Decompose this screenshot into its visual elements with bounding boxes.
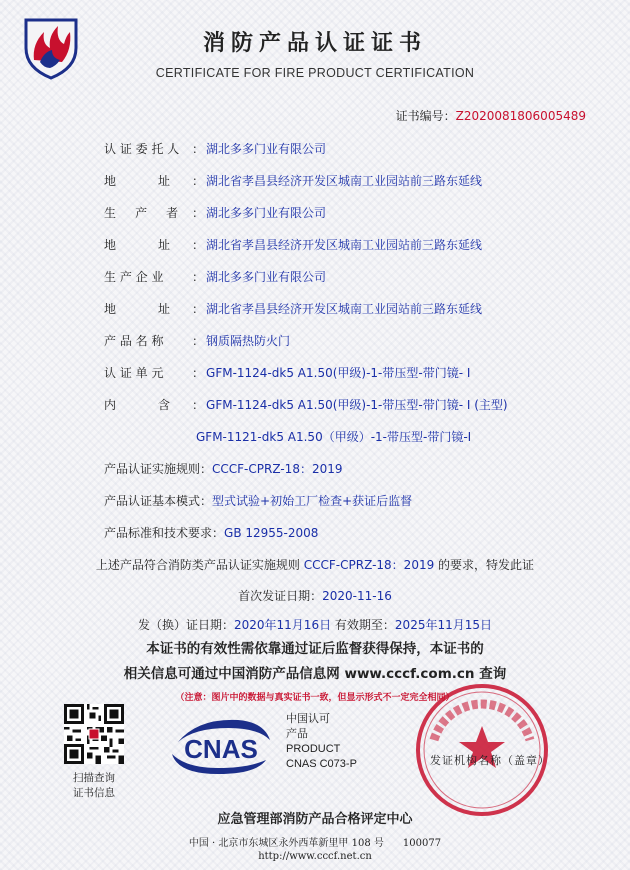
field-label: 地 址 xyxy=(104,238,170,252)
field-row-applicant: 认 证 委 托 人 ： 湖北多多门业有限公司 xyxy=(104,142,327,156)
valid-until-label: 有效期至： xyxy=(331,618,395,632)
field-label: 生 产 者 xyxy=(104,206,179,220)
field-value: GFM-1124-dk5 A1.50(甲级)-1-带压型-带门镜- I (主型) xyxy=(206,398,508,412)
certificate-number xyxy=(396,107,586,124)
data-disclaimer-note: （注意：图片中的数据与真实证书一致，但显示形式不一定完全相同） xyxy=(175,693,455,703)
field-value: 型式试验+初始工厂检查+获证后监督 xyxy=(212,494,413,508)
field-label: 认 证 委 托 人 xyxy=(104,142,180,156)
field-row-cert-unit: 认 证 单 元 ： GFM-1124-dk5 A1.50(甲级)-1-带压型-带门镜- I xyxy=(104,366,471,380)
field-value: CCCF-CPRZ-18：2019 xyxy=(212,462,343,476)
valid-until-date: 2025年11月15日 xyxy=(394,618,493,632)
field-value: 湖北省孝昌县经济开发区城南工业园站前三路东延线 xyxy=(206,174,483,188)
organization-website[interactable]: http://www.cccf.net.cn xyxy=(258,851,372,862)
statement-code: CCCF-CPRZ-18：2019 xyxy=(303,558,435,572)
cnas-line: PRODUCT xyxy=(286,743,341,755)
field-value: 湖北多多门业有限公司 xyxy=(206,206,327,220)
field-row-contains: 内 含 ： GFM-1124-dk5 A1.50(甲级)-1-带压型-带门镜- I (主型) xyxy=(104,398,508,412)
field-value: 湖北多多门业有限公司 xyxy=(206,142,327,156)
cnas-logo-icon xyxy=(168,712,274,778)
cnas-line: CNAS C073-P xyxy=(286,758,357,770)
field-value: 湖北省孝昌县经济开发区城南工业园站前三路东延线 xyxy=(206,302,483,316)
field-label: 产 品 名 称 xyxy=(104,334,164,348)
field-label: 地 址 xyxy=(104,302,170,316)
field-row-standard xyxy=(104,524,318,541)
field-label: 产品认证实施规则： xyxy=(104,462,213,476)
field-value: 湖北多多门业有限公司 xyxy=(206,270,327,284)
cnas-logo-text: CNAS xyxy=(184,734,258,764)
title-chinese: 消防产品认证证书 xyxy=(202,30,427,56)
first-issue-date xyxy=(0,587,630,604)
title-english: CERTIFICATE FOR FIRE PRODUCT CERTIFICATION xyxy=(155,66,475,80)
cnas-accreditation-text xyxy=(286,712,357,772)
field-label: 产品标准和技术要求： xyxy=(104,526,225,540)
field-value: 湖北省孝昌县经济开发区城南工业园站前三路东延线 xyxy=(206,238,483,252)
organization-address: 中国 · 北京市东城区永外西革新里甲 108 号 100077 xyxy=(188,838,442,849)
field-value: GB 12955-2008 xyxy=(224,526,319,540)
certificate-number-label: 证书编号： xyxy=(395,109,456,123)
qr-code-icon[interactable] xyxy=(64,704,124,764)
contains-extra-model: GFM-1121-dk5 A1.50（甲级）-1-带压型-带门镜-I xyxy=(196,430,472,444)
field-row-mode xyxy=(104,492,412,509)
field-label: 地 址 xyxy=(104,174,170,188)
field-row-manufacturer: 生 产 企 业 ： 湖北多多门业有限公司 xyxy=(104,270,327,284)
qr-caption-line-1: 扫描查询 xyxy=(73,772,115,784)
field-row-rules xyxy=(104,460,343,477)
issue-label: 发（换）证日期： xyxy=(137,618,234,632)
field-row-producer-address: 地 址 ： 湖北省孝昌县经济开发区城南工业园站前三路东延线 xyxy=(104,238,483,252)
official-seal-icon xyxy=(412,680,552,820)
statement-prefix: 上述产品符合消防类产品认证实施规则 xyxy=(95,558,304,572)
field-row-applicant-address: 地 址 ： 湖北省孝昌县经济开发区城南工业园站前三路东延线 xyxy=(104,174,483,188)
issuing-authority-signature: 发证机构名称（盖章） xyxy=(430,754,550,767)
first-issue-value: 2020-11-16 xyxy=(322,589,392,603)
field-label: 生 产 企 业 xyxy=(104,270,164,284)
field-row-manufacturer-address: 地 址 ： 湖北省孝昌县经济开发区城南工业园站前三路东延线 xyxy=(104,302,483,316)
field-label: 内 含 xyxy=(104,398,170,412)
field-row-producer: 生 产 者 ： 湖北多多门业有限公司 xyxy=(104,206,327,220)
field-label: 认 证 单 元 xyxy=(104,366,164,380)
cnas-line: 产品 xyxy=(286,728,308,740)
statement-suffix: 的要求，特发此证 xyxy=(434,558,535,572)
field-label: 产品认证基本模式： xyxy=(104,494,213,508)
validity-notice-line-1: 本证书的有效性需依靠通过证后监督获得保持，本证书的 xyxy=(146,641,484,657)
cnas-line: 中国认可 xyxy=(286,713,330,725)
first-issue-label: 首次发证日期： xyxy=(238,589,323,603)
issuing-organization: 应急管理部消防产品合格评定中心 xyxy=(217,812,413,827)
compliance-statement xyxy=(0,556,630,573)
field-row-product-name: 产 品 名 称 ： 钢质隔热防火门 xyxy=(104,334,291,348)
field-value: GFM-1124-dk5 A1.50(甲级)-1-带压型-带门镜- I xyxy=(206,366,471,380)
field-value: 钢质隔热防火门 xyxy=(206,334,291,348)
issue-date: 2020年11月16日 xyxy=(234,618,332,632)
validity-notice-line-2: 相关信息可通过中国消防产品信息网 www.cccf.com.cn 查询 xyxy=(123,666,507,682)
qr-caption-line-2: 证书信息 xyxy=(73,787,115,799)
certificate-number-value: Z2020081806005489 xyxy=(455,109,586,123)
issue-validity-dates xyxy=(0,616,630,633)
